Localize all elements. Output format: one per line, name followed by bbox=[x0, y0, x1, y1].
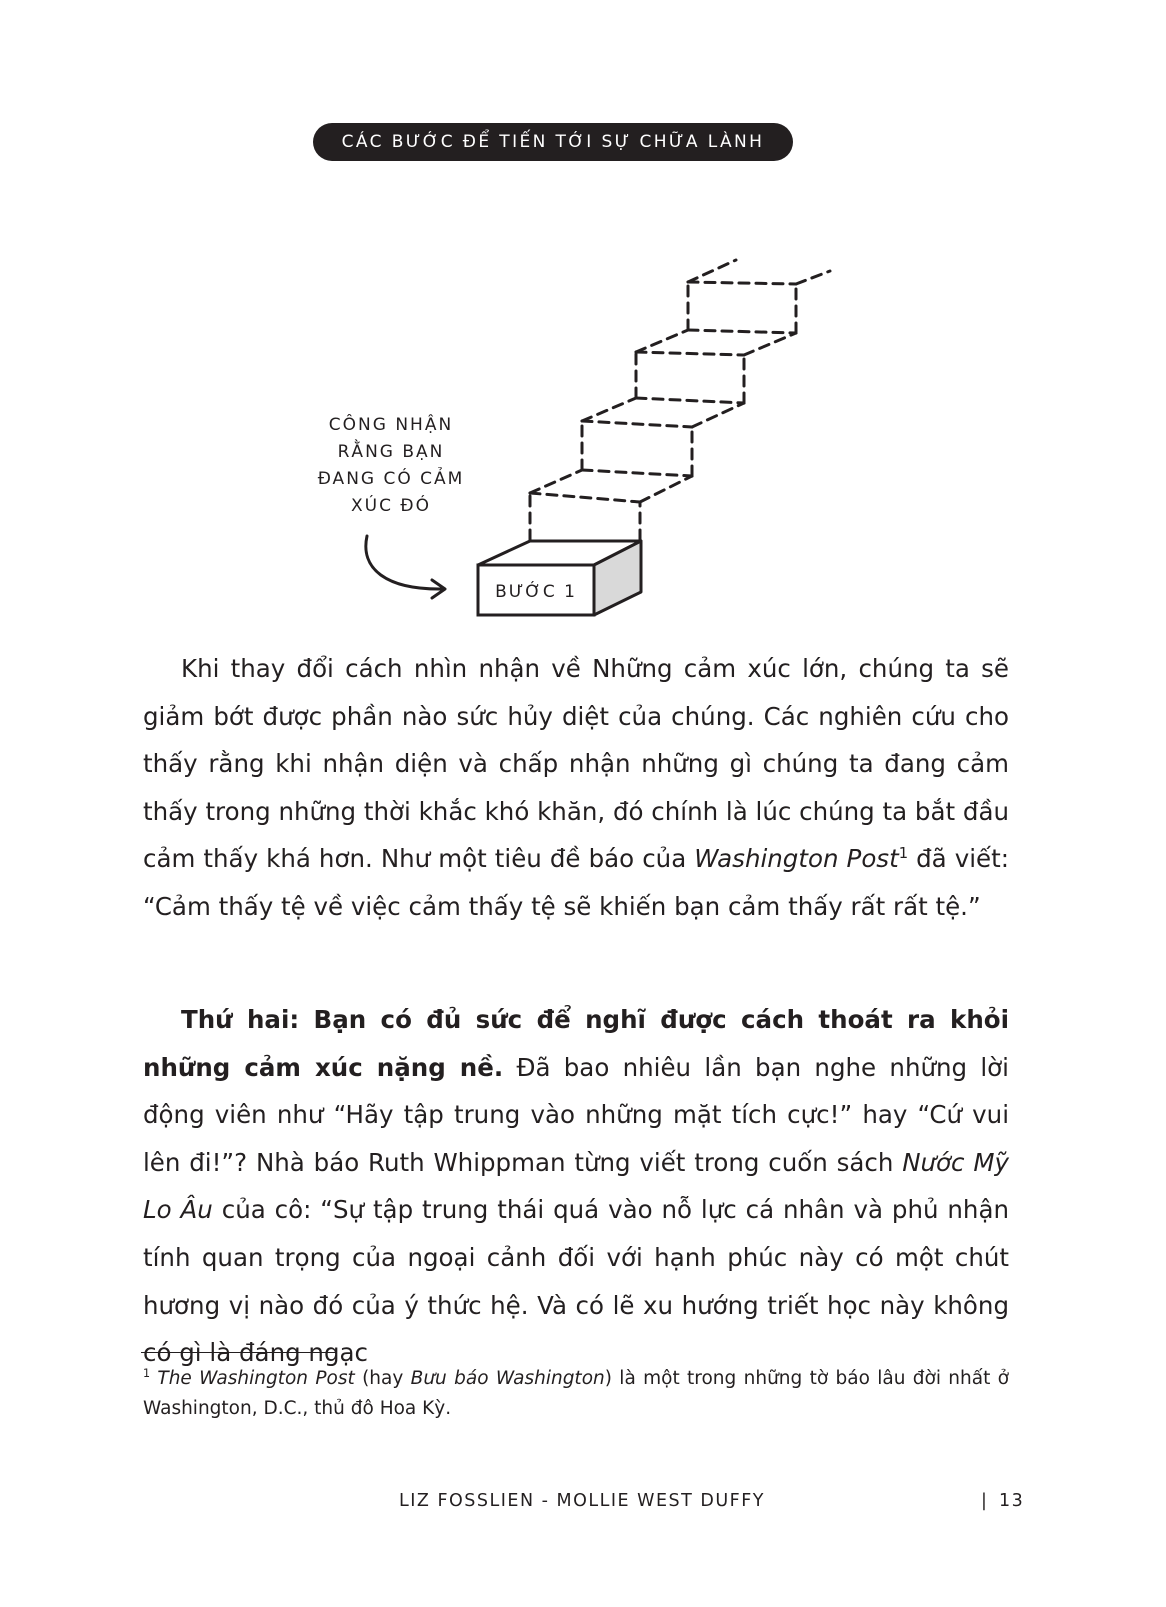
step-label: BƯỚC 1 bbox=[495, 582, 577, 602]
footnote bbox=[143, 1364, 1009, 1424]
footer-authors: LIZ FOSSLIEN - MOLLIE WEST DUFFY bbox=[399, 1491, 765, 1511]
footnote-text-1: (hay bbox=[354, 1368, 411, 1389]
step-1-box bbox=[478, 541, 641, 615]
staircase-illustration bbox=[0, 0, 1166, 640]
paragraph-2-bold-lead: Thứ hai: Bạn có đủ sức để nghĩ được cách thoát ra khỏi những cảm xúc nặng nề. bbox=[143, 1005, 1009, 1082]
footnote-text-2: ) là một trong những tờ báo lâu đời nhất ở Washington, D.C., thủ đô Hoa Kỳ. bbox=[143, 1368, 1009, 1419]
paragraph-2 bbox=[143, 996, 1009, 1377]
paragraph-1-italic: Washington Post bbox=[694, 844, 899, 874]
annotation-line-4: XÚC ĐÓ bbox=[351, 496, 431, 516]
paragraph-1-text-after: đã viết: “Cảm thấy tệ về việc cảm thấy tệ sẽ khiến bạn cảm thấy rất rất tệ.” bbox=[143, 844, 1009, 921]
paragraph-2-text-after: của cô: “Sự tập trung thái quá vào nỗ lực cá nhân và phủ nhận tính quan trọng của ngoại cảnh đối với hạnh phúc này có một chút hương vị nào đó của ý thức hệ. Và có lẽ xu hướng triết học này không có gì là đáng ngạc bbox=[143, 1195, 1009, 1368]
paragraph-2-text: Đã bao nhiêu lần bạn nghe những lời động viên như “Hãy tập trung vào những mặt tích cực!” hay “Cứ vui lên đi!”? Nhà báo Ruth Whippman từng viết trong cuốn sách bbox=[143, 1052, 1009, 1177]
paragraph-1-text: Khi thay đổi cách nhìn nhận về Những cảm xúc lớn, chúng ta sẽ giảm bớt được phần nào sức hủy diệt của chúng. Các nghiên cứu cho thấy rằng khi nhận diện và chấp nhận những gì chúng ta đang cảm thấy trong những thời khắc khó khăn, đó chính là lúc chúng ta bắt đầu cảm thấy khá hơn. Như một tiêu đề báo của bbox=[143, 654, 1009, 874]
chapter-title: CÁC BƯỚC ĐỂ TIẾN TỚI SỰ CHỮA LÀNH bbox=[341, 132, 765, 152]
arrow-icon bbox=[366, 536, 445, 598]
footnote-divider bbox=[141, 1352, 337, 1353]
footnote-ref: 1 bbox=[898, 845, 909, 863]
annotation bbox=[318, 413, 465, 516]
footnote-italic-2: Bưu báo Washington bbox=[410, 1368, 605, 1389]
paragraph-2-italic: Nước Mỹ Lo Âu bbox=[143, 1147, 1009, 1225]
footnote-italic-1: The Washington Post bbox=[157, 1368, 355, 1389]
footnote-marker: 1 bbox=[143, 1366, 151, 1380]
dashed-stairs bbox=[530, 260, 830, 540]
page-number: 13 bbox=[999, 1491, 1025, 1511]
annotation-line-3: ĐANG CÓ CẢM bbox=[317, 469, 465, 489]
paragraph-1 bbox=[143, 645, 1009, 931]
footer-separator: | bbox=[981, 1491, 989, 1511]
annotation-line-1: CÔNG NHẬN bbox=[328, 415, 454, 435]
annotation-line-2: RẰNG BẠN bbox=[337, 442, 445, 462]
